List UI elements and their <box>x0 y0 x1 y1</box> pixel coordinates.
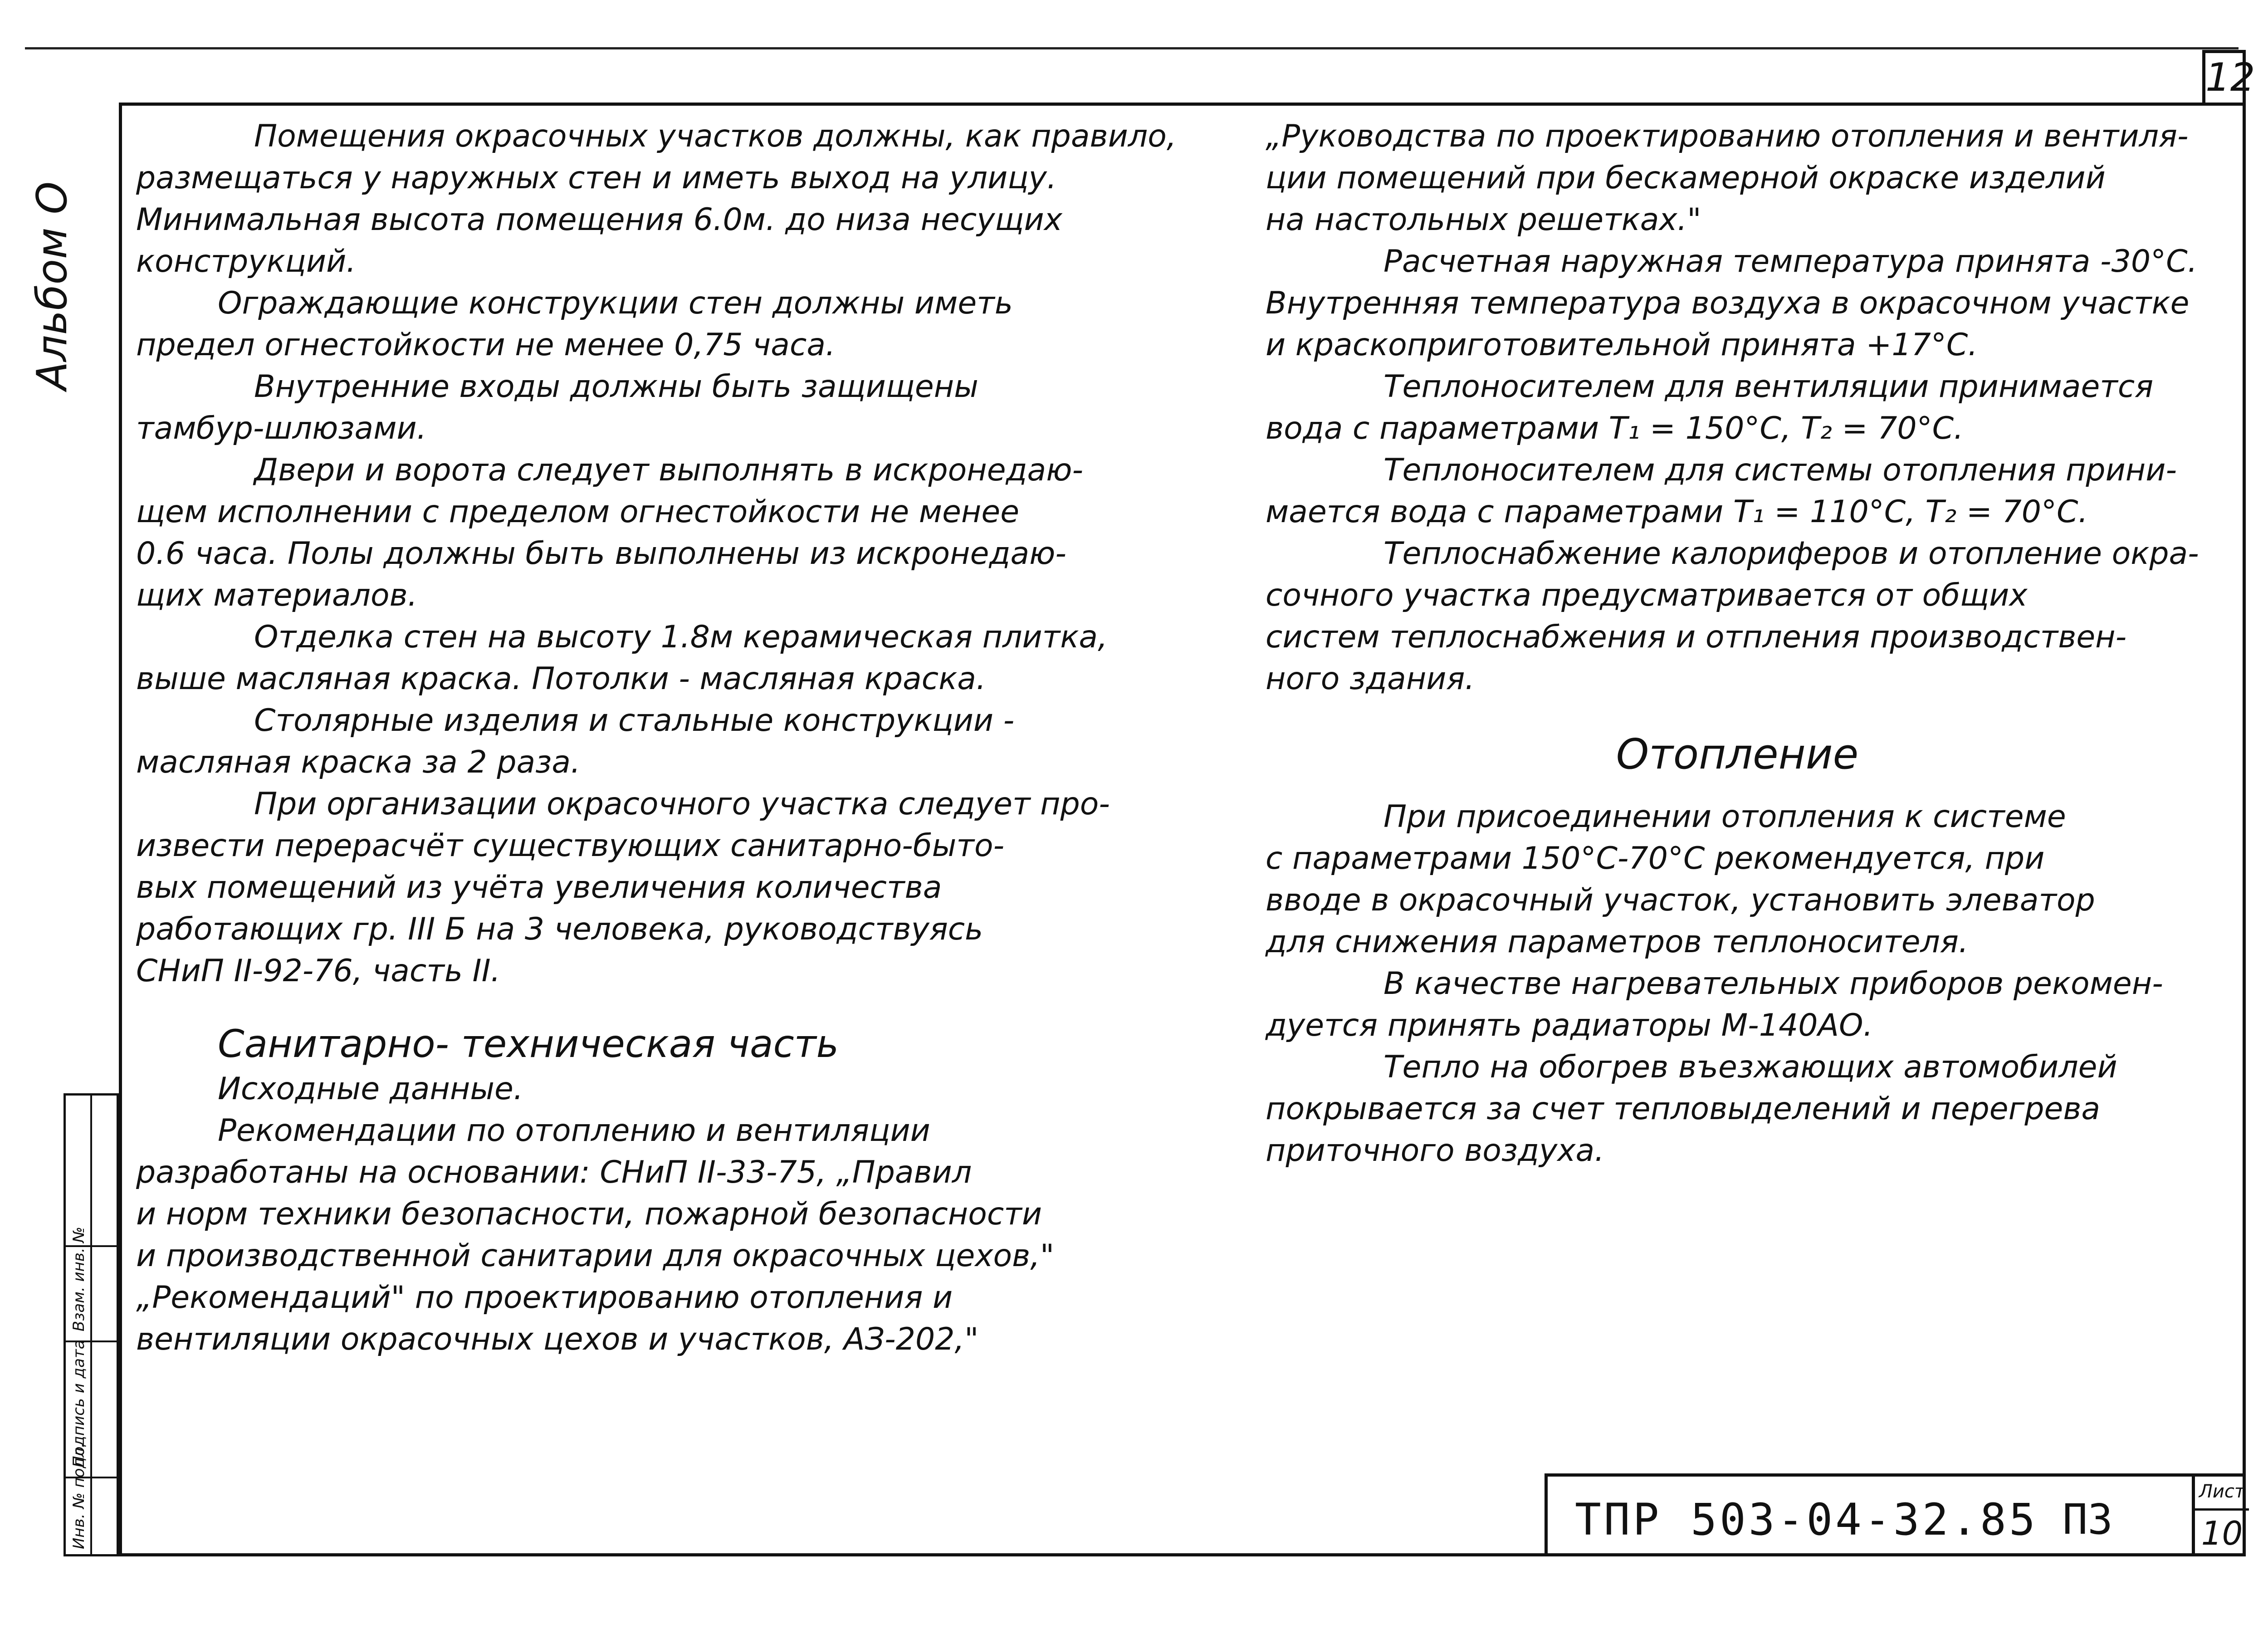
text-line: Расчетная наружная температура принята -30°С. <box>1383 244 2198 279</box>
text-line: и производственной санитарии для окрасочных цехов," <box>136 1238 1055 1274</box>
spacer <box>1266 700 2209 727</box>
text-line: предел огнестойкости не менее 0,75 часа. <box>136 327 836 363</box>
section-heading-sanitary: Санитарно- техническая часть <box>218 1022 839 1066</box>
side-stamp-column <box>92 1096 118 1554</box>
right-text-column <box>1266 116 2209 1172</box>
document-part: ПЗ <box>2063 1495 2113 1544</box>
spacer <box>136 992 1176 1019</box>
document-code: ТПР 503-04-32.85 <box>1575 1494 2038 1545</box>
text-line: масляная краска за 2 раза. <box>136 744 581 780</box>
text-line: вых помещений из учёта увеличения количества <box>136 870 942 905</box>
text-line: При организации окрасочного участка следует про- <box>254 786 1110 822</box>
album-label: Альбом О <box>28 181 76 390</box>
text-line: Ограждающие конструкции стен должны иметь <box>218 285 1013 321</box>
signature-date-label: Подпись и дата <box>70 1340 88 1468</box>
sheet-value: 10 <box>2201 1514 2243 1552</box>
text-line: ции помещений при бескамерной окраске изделий <box>1266 160 2106 196</box>
text-line: работающих гр. III Б на 3 человека, руководствуясь <box>136 911 983 947</box>
top-rule <box>25 47 2239 49</box>
text-line: мается вода с параметрами Т₁ = 110°С, Т₂ = 70°С. <box>1266 494 2088 530</box>
text-line: вентиляции окрасочных цехов и участков, АЗ-202," <box>136 1321 979 1357</box>
text-line: Отделка стен на высоту 1.8м керамическая плитка, <box>254 619 1108 655</box>
text-line: Минимальная высота помещения 6.0м. до низа несущих <box>136 202 1062 238</box>
text-line: конструкций. <box>136 244 356 279</box>
text-line: Двери и ворота следует выполнять в искронедаю- <box>254 452 1083 488</box>
text-line: „Руководства по проектированию отопления и вентиля- <box>1266 118 2189 154</box>
text-line: Внутренние входы должны быть защищены <box>254 369 978 405</box>
text-line: размещаться у наружных стен и иметь выход на улицу. <box>136 160 1057 196</box>
replaces-inv-label: Взам. инв. № <box>70 1227 88 1331</box>
left-text-column <box>136 116 1176 1360</box>
text-line: „Рекомендаций" по проектированию отопления и <box>136 1280 953 1316</box>
sheet-label: Лист <box>2195 1477 2249 1511</box>
text-line: Рекомендации по отоплению и вентиляции <box>218 1113 930 1149</box>
inv-no-label: Инв. № подл. <box>70 1443 88 1549</box>
text-line: и краскоприготовительной принята +17°С. <box>1266 327 1978 363</box>
text-line: щих материалов. <box>136 577 418 613</box>
sheet-box <box>2192 1477 2249 1556</box>
text-line: покрывается за счет тепловыделений и перегрева <box>1266 1091 2101 1127</box>
section-heading-heating: Отопление <box>1616 730 1859 778</box>
text-line: сочного участка предусматривается от общих <box>1266 577 2028 613</box>
text-line: ного здания. <box>1266 661 1475 697</box>
text-line: на настольных решетках." <box>1266 202 1701 238</box>
text-line: вода с параметрами Т₁ = 150°С, Т₂ = 70°С. <box>1266 411 1964 446</box>
text-line: выше масляная краска. Потолки - масляная краска. <box>136 661 986 697</box>
text-line: При присоединении отопления к системе <box>1383 799 2066 835</box>
text-line: Теплоснабжение калориферов и отопление окра- <box>1383 536 2199 572</box>
text-line: В качестве нагревательных приборов рекомен- <box>1383 966 2163 1002</box>
text-line: Тепло на обогрев въезжающих автомобилей <box>1383 1049 2117 1085</box>
text-line: щем исполнении с пределом огнестойкости не менее <box>136 494 1020 530</box>
side-stamp <box>64 1093 119 1556</box>
text-line: дуется принять радиаторы М-140АО. <box>1266 1008 1873 1043</box>
text-line: с параметрами 150°С-70°С рекомендуется, при <box>1266 841 2045 876</box>
sheet-number: 12 <box>2202 50 2246 103</box>
text-line: и норм техники безопасности, пожарной безопасности <box>136 1196 1042 1232</box>
text-line: СНиП II-92-76, часть II. <box>136 953 501 989</box>
subheading-initial-data: Исходные данные. <box>218 1071 523 1107</box>
text-line: Столярные изделия и стальные конструкции - <box>254 703 1015 739</box>
text-line: разработаны на основании: СНиП II-33-75, „Правил <box>136 1155 972 1190</box>
text-line: тамбур-шлюзами. <box>136 411 427 446</box>
text-line: приточного воздуха. <box>1266 1133 1604 1169</box>
text-line: Теплоносителем для системы отопления прини- <box>1383 452 2177 488</box>
text-line: 0.6 часа. Полы должны быть выполнены из искронедаю- <box>136 536 1066 572</box>
text-line: извести перерасчёт существующих санитарно-быто- <box>136 828 1005 864</box>
text-line: Внутренняя температура воздуха в окрасочном участке <box>1266 285 2190 321</box>
text-line: Теплоносителем для вентиляции принимается <box>1383 369 2154 405</box>
title-block <box>1545 1473 2246 1556</box>
text-line: систем теплоснабжения и отпления производствен- <box>1266 619 2127 655</box>
text-line: вводе в окрасочный участок, установить элеватор <box>1266 882 2095 918</box>
text-line: Помещения окрасочных участков должны, как правило, <box>254 118 1177 154</box>
text-line: для снижения параметров теплоносителя. <box>1266 924 1969 960</box>
